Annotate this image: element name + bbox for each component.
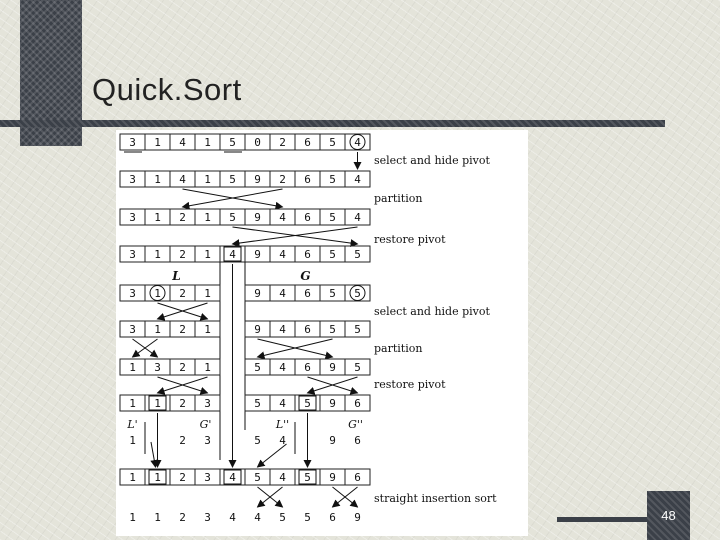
merged-row-cell: 3 [204, 471, 211, 484]
array-row-cell: 5 [229, 136, 236, 149]
group-label: L'' [275, 418, 290, 431]
array-row-cell: 2 [179, 211, 186, 224]
left-row-cell: 2 [179, 287, 186, 300]
right-row-cell: 4 [279, 323, 286, 336]
array-row-cell: 1 [204, 173, 211, 186]
left-row-cell: 1 [204, 323, 211, 336]
merged-row-cell: 4 [279, 471, 286, 484]
merged-row-cell: 4 [229, 471, 236, 484]
sorted-row-cell: 6 [329, 511, 336, 524]
array-row-cell: 1 [204, 136, 211, 149]
left-row-cell: 1 [129, 361, 136, 374]
split-row-cell: 4 [279, 434, 286, 447]
merge-arrow [151, 442, 156, 467]
left-row-cell: 2 [179, 361, 186, 374]
right-row-cell: 9 [254, 287, 261, 300]
array-row-cell: 3 [129, 248, 136, 261]
merged-row-cell: 9 [329, 471, 336, 484]
array-row-cell: 3 [129, 136, 136, 149]
right-row-cell: 6 [304, 361, 311, 374]
quicksort-diagram-svg [116, 130, 528, 536]
array-row-cell: 1 [154, 173, 161, 186]
sorted-row-cell: 5 [279, 511, 286, 524]
sorted-row-cell: 3 [204, 511, 211, 524]
array-row-cell: 3 [129, 211, 136, 224]
step-label: partition [374, 342, 423, 355]
array-row-cell: 3 [129, 173, 136, 186]
split-row-cell: 6 [354, 434, 361, 447]
page-number: 48 [647, 491, 690, 540]
right-row-cell: 5 [354, 287, 361, 300]
array-row-cell: 9 [254, 248, 261, 261]
array-row-cell: 5 [329, 248, 336, 261]
split-row-cell: 5 [254, 434, 261, 447]
array-row-cell: 6 [304, 248, 311, 261]
sorted-row-cell: 1 [154, 511, 161, 524]
split-row-cell: 3 [204, 434, 211, 447]
array-row-cell: 4 [279, 248, 286, 261]
right-row-cell: 4 [279, 361, 286, 374]
left-row-cell: 1 [154, 323, 161, 336]
array-row-cell: 5 [329, 136, 336, 149]
array-row-cell: 1 [154, 211, 161, 224]
right-row-cell: 4 [279, 287, 286, 300]
merged-row-cell: 2 [179, 471, 186, 484]
array-row-cell: 5 [354, 248, 361, 261]
array-row-cell: 4 [229, 248, 236, 261]
right-row-cell: 9 [329, 361, 336, 374]
merged-row-cell: 1 [154, 471, 161, 484]
left-row-cell: 2 [179, 397, 186, 410]
array-row-cell: 5 [229, 173, 236, 186]
array-row-cell: 4 [279, 211, 286, 224]
step-label: restore pivot [374, 378, 446, 391]
split-row-cell: 2 [179, 434, 186, 447]
sorted-row-cell: 4 [254, 511, 261, 524]
right-row-cell: 5 [329, 287, 336, 300]
right-row-cell: 6 [304, 323, 311, 336]
left-row-cell: 1 [129, 397, 136, 410]
sorted-row-cell: 4 [229, 511, 236, 524]
step-label: select and hide pivot [374, 154, 490, 167]
group-label: G [300, 269, 311, 283]
right-row-cell: 5 [354, 361, 361, 374]
array-row-cell: 2 [279, 173, 286, 186]
array-row-cell: 4 [354, 136, 361, 149]
left-row-cell: 1 [154, 397, 161, 410]
left-row-cell: 3 [154, 361, 161, 374]
merged-row-cell: 1 [129, 471, 136, 484]
array-row-cell: 1 [204, 248, 211, 261]
step-label: straight insertion sort [374, 492, 497, 505]
array-row-cell: 5 [229, 211, 236, 224]
left-row-cell: 1 [154, 287, 161, 300]
merged-row-cell: 5 [304, 471, 311, 484]
right-row-cell: 9 [254, 323, 261, 336]
right-row-cell: 6 [354, 397, 361, 410]
right-row-cell: 5 [354, 323, 361, 336]
array-row-cell: 4 [354, 173, 361, 186]
group-label: L [172, 269, 181, 283]
left-row-cell: 3 [204, 397, 211, 410]
group-label: G'' [348, 418, 363, 431]
merged-row-cell: 5 [254, 471, 261, 484]
left-row-cell: 1 [204, 287, 211, 300]
sorted-row-cell: 1 [129, 511, 136, 524]
right-row-cell: 5 [254, 361, 261, 374]
left-row-cell: 3 [129, 287, 136, 300]
left-row-cell: 2 [179, 323, 186, 336]
decorative-footer-line [557, 517, 647, 522]
merge-arrow [258, 444, 287, 467]
array-row-cell: 1 [154, 136, 161, 149]
left-row-cell: 1 [204, 361, 211, 374]
array-row-cell: 4 [179, 136, 186, 149]
array-row-cell: 5 [329, 173, 336, 186]
split-row-cell: 9 [329, 434, 336, 447]
array-row-cell: 6 [304, 173, 311, 186]
step-label: partition [374, 192, 423, 205]
group-label: G' [199, 418, 212, 431]
array-row-cell: 1 [154, 248, 161, 261]
right-row-cell: 9 [329, 397, 336, 410]
sorted-row-cell: 9 [354, 511, 361, 524]
quicksort-diagram [116, 130, 528, 536]
slide-title: Quick.Sort [92, 72, 242, 107]
sorted-row-cell: 5 [304, 511, 311, 524]
step-label: select and hide pivot [374, 305, 490, 318]
right-row-cell: 4 [279, 397, 286, 410]
merged-row-cell: 6 [354, 471, 361, 484]
array-row-cell: 2 [179, 248, 186, 261]
array-row-cell: 4 [354, 211, 361, 224]
array-row-cell: 6 [304, 211, 311, 224]
group-label: L' [127, 418, 138, 431]
array-row-cell: 9 [254, 173, 261, 186]
array-row-cell: 1 [204, 211, 211, 224]
right-row-cell: 5 [254, 397, 261, 410]
left-row-cell: 3 [129, 323, 136, 336]
array-row-cell: 6 [304, 136, 311, 149]
array-row-cell: 4 [179, 173, 186, 186]
array-row-cell: 5 [329, 211, 336, 224]
decorative-horizontal-rule [0, 120, 665, 127]
step-label: restore pivot [374, 233, 446, 246]
sorted-row-cell: 2 [179, 511, 186, 524]
right-row-cell: 6 [304, 287, 311, 300]
right-row-cell: 5 [329, 323, 336, 336]
split-row-cell: 1 [129, 434, 136, 447]
array-row-cell: 9 [254, 211, 261, 224]
array-row-cell: 2 [279, 136, 286, 149]
right-row-cell: 5 [304, 397, 311, 410]
array-row-cell: 0 [254, 136, 261, 149]
